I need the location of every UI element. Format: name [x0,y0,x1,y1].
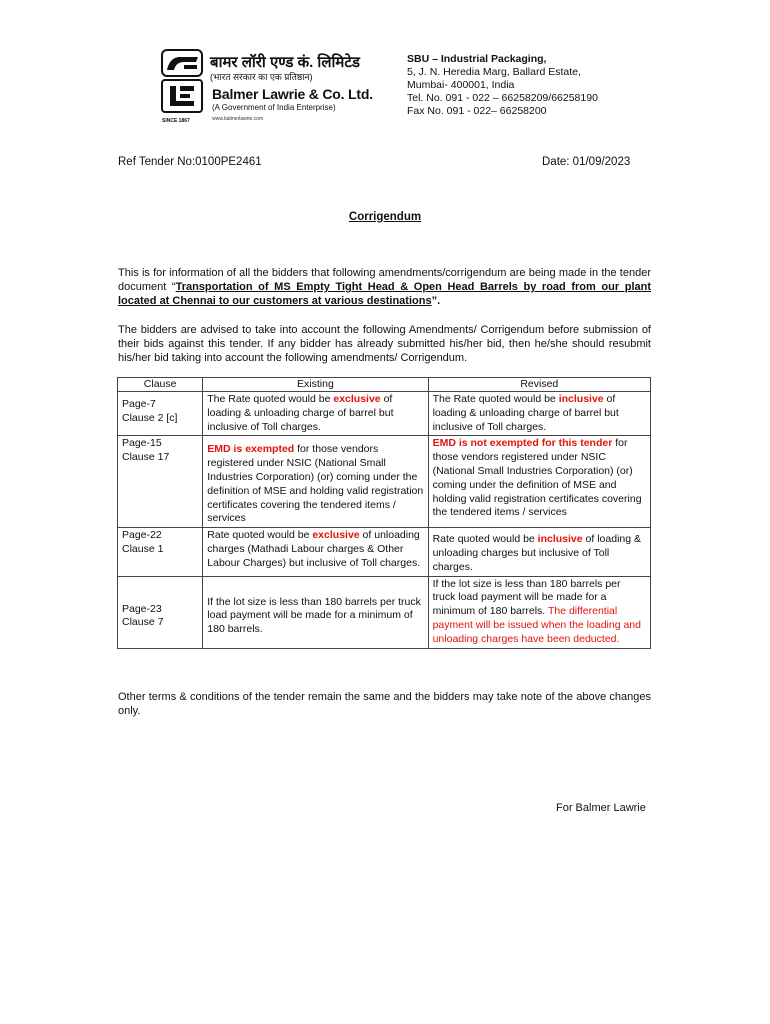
intro-suffix: ”. [431,295,441,307]
revised-highlight: inclusive [537,533,583,546]
existing-text: The Rate quoted would be [207,393,334,405]
company-hindi-name: बामर लॉरी एण्ड कं. लिमिटेड [210,54,360,71]
existing-text: of loading & unloading charge of barrel but inclusive of Toll charges. [207,393,394,433]
existing-text: If the lot size is less than 180 barrels per truck load payment will be made for a minimum of 180 barrels. [207,595,421,636]
header-existing: Existing [203,378,428,392]
company-subtitle: (A Government of India Enterprise) [212,103,336,112]
clause-cell [118,528,203,576]
intro-paragraph [118,266,651,308]
address-fax: Fax No. 091 - 022– 66258200 [407,105,547,117]
table-row [118,392,651,436]
existing-highlight: exclusive [333,393,381,405]
signature-line: For Balmer Lawrie [556,802,646,814]
existing-cell [203,436,428,528]
clause-cell [118,436,203,528]
revised-cell [428,528,650,576]
revised-text: The Rate quoted would be [432,393,559,405]
revised-cell [428,436,650,528]
advice-paragraph: The bidders are advised to take into account the following Amendments/ Corrigendum before submission of their bids against this tender. If any bidder has already submitted his/her bid, then he/she should resubmit his/her bid taking into account the following amendments/ Corrigendum. [118,324,651,364]
existing-cell [203,528,428,576]
existing-cell [203,576,428,648]
existing-highlight: EMD is exempted [207,443,295,456]
company-address [407,53,598,118]
company-website: www.balmerlawrie.com [212,116,264,122]
existing-text: for those vendors registered under NSIC (National Small Industries Corporation) (or) coming under the definition of MSE and holding valid registration certificates covering the tendered items / services [207,443,424,525]
existing-cell [203,392,428,436]
existing-text: Rate quoted would be [207,529,313,542]
header-clause: Clause [118,378,203,392]
existing-highlight: exclusive [312,529,360,542]
revised-cell [428,576,650,648]
document-date: Date: 01/09/2023 [542,156,631,168]
revised-highlight: inclusive [558,393,604,405]
tender-reference: Ref Tender No:0100PE2461 [118,156,262,168]
clause-page: Page-7 [122,398,156,410]
amendment-table [117,377,651,649]
revised-cell [428,392,650,436]
closing-paragraph: Other terms & conditions of the tender remain the same and the bidders may take note of the above changes only. [118,691,651,717]
company-name: Balmer Lawrie & Co. Ltd. [212,86,373,102]
company-logo [160,48,400,126]
revised-text: Rate quoted would be [432,533,538,546]
revised-highlight: EMD is not exempted for this tender [432,437,613,450]
company-hindi-tagline: (भारत सरकार का एक प्रतिष्ठान) [210,72,313,82]
revised-text: of loading & unloading charge of barrel but inclusive of Toll charges. [432,393,619,433]
clause-number: Clause 2 [c] [122,411,178,424]
revised-text: If the lot size is less than 180 barrels per truck load payment will be made for a minimum of 180 barrels. [432,577,621,618]
balmer-lawrie-logo-icon [160,48,206,118]
existing-text: of unloading charges (Mathadi Labour charges & Other Labour Charges) but inclusive of Toll charges. [207,529,421,569]
revised-text: for those vendors registered under NSIC (National Small Industries Corporation) (or) coming under the definition of MSE and holding valid registration certificates covering the tendered items / services [432,437,642,519]
clause-page: Page-15 [122,437,162,450]
clause-number: Clause 17 [122,451,170,464]
page-title: Corrigendum [348,211,422,223]
revised-text: of loading & unloading charges but inclusive of Toll charges. [432,533,642,573]
table-row [118,528,651,576]
clause-number: Clause 1 [122,542,164,555]
clause-cell [118,576,203,648]
header-revised: Revised [428,378,650,392]
tender-document-name: Transportation of MS Empty Tight Head & Open Head Barrels by road from our plant located at Chennai to our customers at various destinations [118,281,651,307]
address-unit: SBU – Industrial Packaging, [407,53,547,65]
clause-page: Page-22 [122,529,162,542]
address-tel: Tel. No. 091 - 022 – 66258209/66258190 [407,92,598,104]
clause-number: Clause 7 [122,616,164,629]
revised-highlight: The differential payment will be issued when the loading and unloading charges have been deducted. [432,605,641,645]
clause-cell [118,392,203,436]
table-header-row [118,378,651,392]
intro-prefix: This is for information of all the bidders that following amendments/corrigendum are being made in the tender document “ [118,267,651,293]
clause-page: Page-23 [122,602,162,615]
table-row [118,436,651,528]
table-row [118,576,651,648]
address-line2: Mumbai- 400001, India [407,79,515,91]
address-line1: 5, J. N. Heredia Marg, Ballard Estate, [407,66,581,78]
since-label: SINCE 1867 [162,118,190,124]
